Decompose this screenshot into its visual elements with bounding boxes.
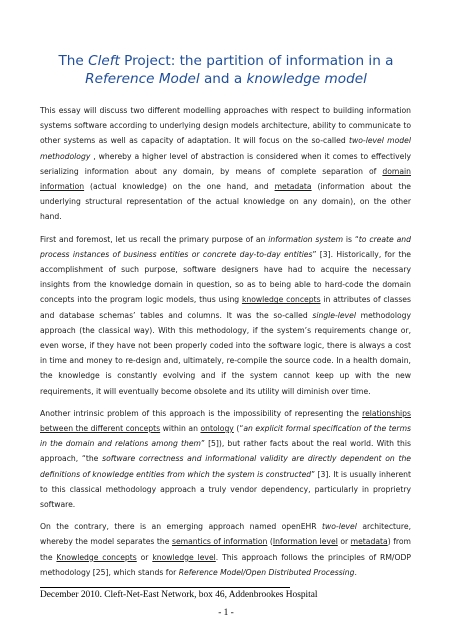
page-footer: December 2010. Cleft-Net-East Network, box 46, Addenbrookes Hospital <box>40 590 318 600</box>
underlined-term: Information level <box>272 537 338 547</box>
text-run: ( <box>267 537 273 547</box>
emphasis: Reference Model/Open Distributed Processing <box>178 567 355 577</box>
text-run: within an <box>160 424 201 434</box>
underlined-term: metadata <box>350 537 388 547</box>
paragraph-ontology <box>40 406 411 512</box>
title-text: Project: the partition of information in a <box>119 53 394 69</box>
emphasis: information system <box>268 234 344 244</box>
emphasis: two-level model methodology <box>40 136 411 161</box>
underlined-term: knowledge level <box>152 552 216 562</box>
quote: to create and process instances of business entities or concrete day-to-day entities <box>40 234 411 259</box>
text-run: or <box>136 552 153 562</box>
text-run: ” [5]), but rather facts about the real world. With this approach, “the <box>40 439 411 464</box>
text-run: architecture, whereby the model separates the <box>40 522 411 547</box>
underlined-term: Knowledge concepts <box>56 552 137 562</box>
emphasis: single-level <box>312 310 356 320</box>
title-cleft: Cleft <box>88 53 120 69</box>
emphasis: two-level <box>322 522 357 532</box>
text-run: On the contrary, there is an emerging approach named openEHR <box>40 522 323 532</box>
text-run: ” [3]. It is usually inherent to this classical methodology approach a truly vendor dependency, particularly in proprietry software. <box>40 469 411 510</box>
text-run: First and foremost, let us recall the primary purpose of an <box>40 234 269 244</box>
text-run: ) from the <box>40 537 411 562</box>
quote: an explicit formal specification of the terms in the domain and relations among them <box>40 424 411 449</box>
underlined-term: ontology <box>200 424 234 434</box>
text-run: (“ <box>233 424 244 434</box>
underlined-term: domain information <box>40 166 411 192</box>
quote: software correctness and informational validity are directly dependent on the definitions of knowledge entities from which the system is constructed <box>40 454 411 479</box>
text-run: or <box>337 537 351 547</box>
title-knowledge-model: knowledge model <box>246 71 367 87</box>
paragraph-intro <box>40 103 411 225</box>
text-run: Another intrinsic problem of this approach is the impossibility of representing the <box>40 408 363 418</box>
footer-divider <box>40 587 290 588</box>
text-run: This essay will discuss two different modelling approaches with respect to building information systems software according to underlying design models architecture, ability to communicate to other systems as well as capacity of adaptation. It will focus on the so-called <box>40 106 411 146</box>
text-run: methodology approach (the classical way). With this methodology, if the system’s requirements change or, even worse, if they have not been properly coded into the software logic, there is always a cost in time and money to re-design and, ultimately, re-compile the source code. In a health domain, the knowledge is constantly evolving and if the system cannot keep up with the new requirements, it will eventually become obsolete and its utility will diminish over time. <box>40 310 412 396</box>
text-run: in attributes of classes and database schemas’ tables and columns. It was the so-called <box>40 295 411 320</box>
paragraph-information-system <box>40 232 411 399</box>
underlined-term: knowledge concepts <box>241 295 321 305</box>
title-text: The <box>58 53 89 69</box>
underlined-term: relationships between the different concepts <box>40 408 411 434</box>
document-body <box>40 103 411 587</box>
title-reference-model: Reference Model <box>85 71 200 87</box>
title-text: and a <box>199 71 247 87</box>
underlined-term: metadata <box>274 182 312 192</box>
paragraph-openehr <box>40 519 411 580</box>
underlined-term: semantics of information <box>171 537 268 547</box>
text-run: ” [3]. Historically, for the accomplishment of such purpose, software designers have had to acquire the necessary insights from the knowledge domain in question, so as to being able to hard-code the domain concepts into the program logic models, thus using <box>40 249 411 305</box>
text-run: . <box>354 567 357 577</box>
text-run: (actual knowledge) on the one hand, and <box>84 182 275 192</box>
page-number: - 1 - <box>218 608 234 618</box>
text-run: (information about the underlying structural representation of the actual knowledge on any domain), on the other hand. <box>40 182 411 222</box>
document-title <box>40 52 412 88</box>
text-run: , whereby a higher level of abstraction is considered when it comes to effectively serializing information about any domain, by means of complete separation of <box>40 151 411 176</box>
text-run: . This approach follows the principles of RM/ODP methodology [25], which stands for <box>40 552 412 577</box>
text-run: is “ <box>343 234 359 244</box>
